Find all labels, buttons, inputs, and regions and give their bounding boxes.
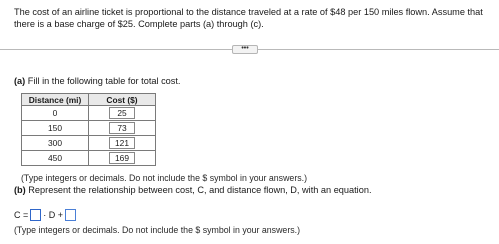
- problem-statement: The cost of an airline ticket is proportional to the distance traveled at a rate of $48 per 150 miles flown. Assume that there is a base charge of $25. Complete parts (a) through (c).: [14, 7, 483, 29]
- part-b-prompt: [14, 185, 372, 195]
- equation-row: [14, 209, 76, 221]
- part-b-text: Represent the relationship between cost, C, and distance flown, D, with an equation.: [28, 185, 372, 195]
- table-row: [22, 151, 156, 166]
- table-row: [22, 121, 156, 136]
- part-a-prompt: [14, 76, 181, 86]
- cost-answer-field[interactable]: 25: [109, 107, 135, 119]
- part-a-label: (a): [14, 76, 26, 86]
- intercept-input[interactable]: [65, 209, 76, 221]
- cost-answer-field[interactable]: 73: [109, 122, 135, 134]
- cost-answer-field[interactable]: 121: [109, 137, 135, 149]
- header-distance: Distance (mi): [22, 94, 89, 106]
- part-a-text: Fill in the following table for total cost.: [27, 76, 181, 86]
- slope-input[interactable]: [30, 209, 41, 221]
- table-row: [22, 136, 156, 151]
- equation-middle: · D +: [43, 210, 64, 220]
- equation-lhs: C =: [14, 210, 29, 220]
- part-b-label: (b): [14, 185, 26, 195]
- header-cost: Cost ($): [89, 94, 156, 106]
- distance-cell: 0: [22, 106, 89, 121]
- distance-cell: 300: [22, 136, 89, 151]
- cost-table: [21, 93, 156, 166]
- show-more-button[interactable]: •••: [232, 45, 258, 54]
- distance-cell: 450: [22, 151, 89, 166]
- part-b-note: (Type integers or decimals. Do not include the $ symbol in your answers.): [14, 225, 301, 235]
- distance-cell: 150: [22, 121, 89, 136]
- part-a-note: (Type integers or decimals. Do not include the $ symbol in your answers.): [21, 173, 308, 183]
- table-row: [22, 106, 156, 121]
- cost-answer-field[interactable]: 169: [109, 152, 135, 164]
